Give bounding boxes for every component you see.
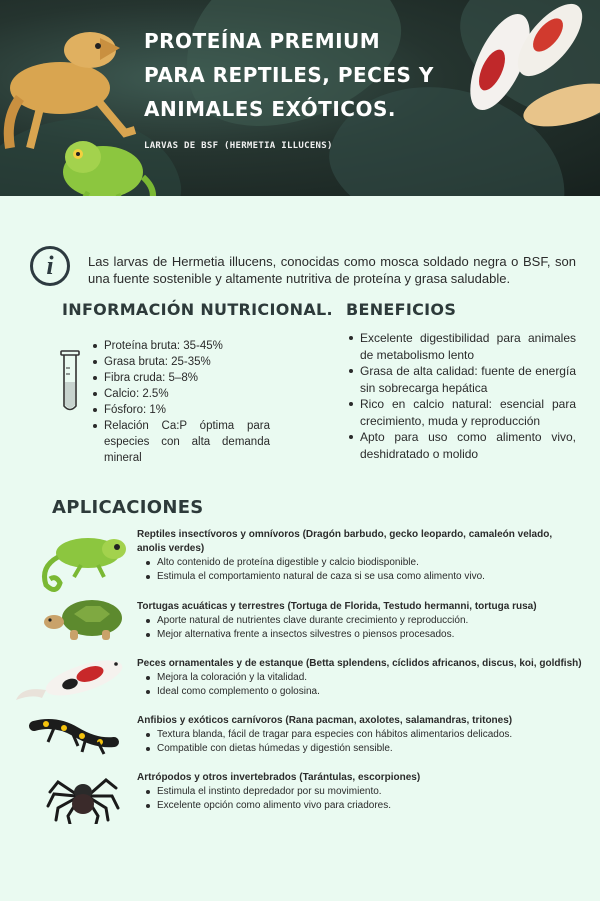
application-title: Reptiles insectívoros y omnívoros (Dragón barbudo, gecko leopardo, camaleón velado, anolis verdes)	[137, 529, 553, 554]
applications-title: APLICACIONES	[52, 497, 204, 518]
list-item: Excelente opción como alimento vivo para criadores.	[143, 799, 582, 813]
intro-text: Las larvas de Hermetia illucens, conocidas como mosca soldado negra o BSF, son una fuente sostenible y altamente nutritiva de proteína y grasa saludable.	[88, 254, 576, 286]
list-item: Mejor alternativa frente a insectos silvestres o piensos procesados.	[143, 628, 582, 642]
list-item: Grasa de alta calidad: fuente de energía sin sobrecarga hepática	[346, 363, 576, 396]
list-item: Ideal como complemento o golosina.	[143, 685, 582, 699]
application-points	[143, 556, 582, 584]
list-item: Estimula el instinto depredador por su movimiento.	[143, 785, 582, 799]
turtle-icon	[42, 596, 132, 644]
list-item: Excelente digestibilidad para animales de metabolismo lento	[346, 330, 576, 363]
page-subtitle: LARVAS DE BSF (HERMETIA ILLUCENS)	[144, 141, 333, 151]
list-item: Fósforo: 1%	[90, 402, 270, 418]
application-points	[143, 728, 582, 756]
list-item: Estimula el comportamiento natural de caza si se usa como alimento vivo.	[143, 570, 582, 584]
salamander-icon	[26, 712, 120, 760]
list-item: Aporte natural de nutrientes clave durante crecimiento y reproducción.	[143, 614, 582, 628]
chameleon-icon	[36, 527, 128, 599]
benefits-list	[346, 330, 576, 462]
list-item: Apto para uso como alimento vivo, deshidratado o molido	[346, 429, 576, 462]
chameleon-icon	[48, 122, 163, 196]
list-item: Alto contenido de proteína digestible y calcio biodisponible.	[143, 556, 582, 570]
application-item	[137, 771, 582, 813]
application-title: Artrópodos y otros invertebrados (Tarántulas, escorpiones)	[137, 772, 421, 783]
nutrition-list	[90, 338, 270, 466]
page-title: PROTEÍNA PREMIUM PARA REPTILES, PECES Y ANIMALES EXÓTICOS.	[144, 29, 434, 121]
application-points	[143, 785, 582, 813]
application-item	[137, 600, 582, 642]
nutrition-title: INFORMACIÓN NUTRICIONAL.	[62, 300, 333, 319]
list-item: Relación Ca:P óptima para especies con alta demanda mineral	[90, 418, 270, 466]
list-item: Mejora la coloración y la vitalidad.	[143, 671, 582, 685]
list-item: Fibra cruda: 5–8%	[90, 370, 270, 386]
list-item: Grasa bruta: 25-35%	[90, 354, 270, 370]
list-item: Proteína bruta: 35-45%	[90, 338, 270, 354]
benefits-title: BENEFICIOS	[346, 300, 457, 319]
list-item: Rico en calcio natural: esencial para crecimiento, muda y reproducción	[346, 396, 576, 429]
info-icon: i	[30, 246, 70, 286]
application-points	[143, 671, 582, 699]
tarantula-icon	[46, 768, 120, 824]
application-points	[143, 614, 582, 642]
application-item	[137, 528, 582, 584]
application-title: Tortugas acuáticas y terrestres (Tortuga de Florida, Testudo hermanni, tortuga rusa)	[137, 601, 537, 612]
application-title: Anfibios y exóticos carnívoros (Rana pacman, axolotes, salamandras, tritones)	[137, 715, 513, 726]
koi-fish-icon	[440, 0, 600, 135]
list-item: Textura blanda, fácil de tragar para especies con hábitos alimentarios delicados.	[143, 728, 582, 742]
list-item: Calcio: 2.5%	[90, 386, 270, 402]
list-item: Compatible con dietas húmedas y digestión sensible.	[143, 742, 582, 756]
test-tube-icon	[60, 350, 80, 414]
hero-banner	[0, 0, 600, 196]
application-item	[137, 714, 582, 756]
application-title: Peces ornamentales y de estanque (Betta splendens, cíclidos africanos, discus, koi, goldfish)	[137, 658, 582, 669]
koi-fish-icon	[12, 650, 130, 708]
application-item	[137, 657, 582, 699]
